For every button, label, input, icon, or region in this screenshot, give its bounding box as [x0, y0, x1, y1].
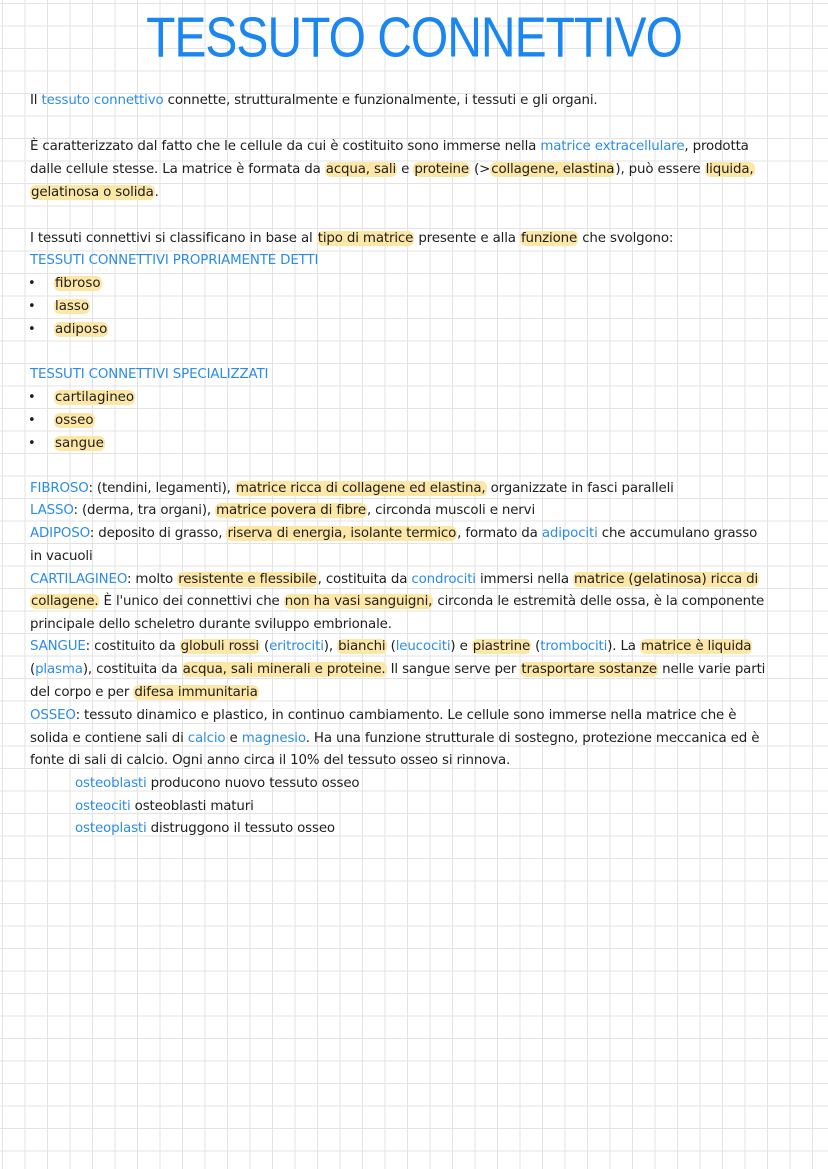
definition-lasso [30, 500, 535, 523]
highlight: matrice ricca di collagene ed elastina, [235, 481, 486, 496]
text: : molto [126, 572, 178, 587]
list-item [54, 319, 108, 342]
highlight: tipo di matrice [317, 231, 414, 246]
definition-adiposo-cont: in vacuoli [30, 549, 93, 564]
text: del corpo e per [30, 685, 134, 700]
text: ( [259, 639, 270, 654]
text: connette, strutturalmente e funzionalmente, i tessuti e gli organi. [163, 93, 598, 108]
definition-label: FIBROSO [30, 481, 89, 496]
highlight: difesa immunitaria [134, 685, 258, 700]
text: distruggono il tessuto osseo [146, 821, 335, 836]
text: : deposito di grasso, [89, 526, 227, 541]
key-term: leucociti [395, 639, 451, 654]
highlight: matrice è liquida [640, 639, 752, 654]
text: producono nuovo tessuto osseo [146, 776, 360, 791]
highlight: proteine [414, 162, 469, 177]
highlight: sangue [55, 436, 104, 451]
list-item [54, 273, 102, 296]
key-term: calcio [187, 731, 226, 746]
text: nelle varie parti [658, 662, 766, 677]
list-item [54, 387, 135, 410]
key-term: osteoplasti [75, 821, 147, 836]
cell-type-item [75, 773, 359, 796]
text: (> [469, 162, 491, 177]
definition-label: SANGUE [30, 639, 86, 654]
highlight: riserva di energia, isolante termico [227, 526, 457, 541]
highlight: cartilagineo [55, 390, 135, 405]
page-title: TESSUTO CONNETTIVO [146, 7, 682, 70]
highlight: acqua, sali minerali e proteine. [182, 662, 386, 677]
bullet-icon: • [28, 413, 36, 428]
definition-sangue-cont [30, 682, 259, 705]
definition-cartilagineo [30, 569, 759, 592]
intro-line-3 [30, 159, 755, 182]
definition-sangue [30, 636, 752, 659]
highlight: resistente e flessibile [178, 572, 317, 587]
text: e [225, 731, 242, 746]
text: che accumulano grasso [597, 526, 758, 541]
highlight: trasportare sostanze [521, 662, 657, 677]
list-item [54, 296, 90, 319]
intro-line-1 [30, 90, 598, 113]
definition-osseo-cont [30, 728, 759, 751]
text: È caratterizzato dal fatto che le cellule da cui è costituito sono immerse nella [30, 139, 541, 154]
definition-osseo-cont: fonte di sali di calcio. Ogni anno circa il 10% del tessuto osseo si rinnova. [30, 753, 511, 768]
key-term: osteociti [75, 799, 131, 814]
text: ), può essere [615, 162, 705, 177]
text: : costituito da [85, 639, 180, 654]
bullet-icon: • [28, 276, 36, 291]
text: Il [30, 93, 42, 108]
bullet-icon: • [28, 299, 36, 314]
highlight: gelatinosa o solida [31, 185, 154, 200]
highlight: adiposo [55, 322, 108, 337]
text: , circonda muscoli e nervi [366, 503, 536, 518]
highlight: liquida, [705, 162, 754, 177]
highlight: lasso [55, 299, 90, 314]
highlight: funzione [520, 231, 578, 246]
definition-label: OSSEO [30, 708, 76, 723]
text: dalle cellule stesse. La matrice è formata da [30, 162, 325, 177]
text: , formato da [457, 526, 542, 541]
key-term: condrociti [411, 572, 476, 587]
text: , costituita da [317, 572, 412, 587]
definition-label: LASSO [30, 503, 74, 518]
text: ) e [450, 639, 472, 654]
highlight: fibroso [55, 276, 101, 291]
highlight: osseo [55, 413, 94, 428]
highlight: collagene, elastina [491, 162, 615, 177]
intro-line-5 [30, 228, 673, 251]
text: ( [30, 662, 36, 677]
definition-sangue-cont [30, 659, 765, 682]
text: Il sangue serve per [386, 662, 521, 677]
text: che svolgono: [578, 231, 674, 246]
cell-type-item [75, 818, 335, 841]
text: I tessuti connettivi si classificano in base al [30, 231, 317, 246]
list-item [54, 433, 105, 456]
text: , prodotta [684, 139, 749, 154]
text: presente e alla [414, 231, 520, 246]
cell-type-item [75, 796, 254, 819]
text: ). La [607, 639, 640, 654]
text: solida e contiene sali di [30, 731, 188, 746]
key-term: adipociti [541, 526, 598, 541]
definition-label: ADIPOSO [30, 526, 90, 541]
highlight: acqua, sali [325, 162, 397, 177]
text: . [154, 185, 159, 200]
key-term: tessuto connettivo [41, 93, 164, 108]
definition-cartilagineo-cont [30, 591, 764, 614]
key-term: matrice extracellulare [540, 139, 685, 154]
highlight: piastrine [472, 639, 531, 654]
intro-line-4 [30, 182, 159, 205]
key-term: plasma [35, 662, 83, 677]
text: È l'unico dei connettivi che [99, 594, 284, 609]
group-heading: TESSUTI CONNETTIVI PROPRIAMENTE DETTI [30, 253, 319, 268]
key-term: trombociti [540, 639, 608, 654]
text: ( [386, 639, 396, 654]
highlight: non ha vasi sanguigni, [284, 594, 433, 609]
definition-label: CARTILAGINEO [30, 572, 127, 587]
text: circonda le estremità delle ossa, è la componente [433, 594, 765, 609]
key-term: magnesio [241, 731, 306, 746]
key-term: osteoblasti [75, 776, 147, 791]
text: . Ha una funzione strutturale di sostegno, protezione meccanica ed è [305, 731, 760, 746]
definition-adiposo [30, 523, 757, 546]
list-item [54, 410, 95, 433]
bullet-icon: • [28, 390, 36, 405]
highlight: matrice povera di fibre [216, 503, 366, 518]
definition-cartilagineo-cont: principale dello scheletro durante sviluppo embrionale. [30, 617, 392, 632]
text: organizzate in fasci paralleli [486, 481, 674, 496]
definition-osseo [30, 705, 736, 728]
text: osteoblasti maturi [130, 799, 254, 814]
highlight: collagene. [31, 594, 99, 609]
bullet-icon: • [28, 322, 36, 337]
group-heading: TESSUTI CONNETTIVI SPECIALIZZATI [30, 367, 269, 382]
text: : (tendini, legamenti), [88, 481, 235, 496]
key-term: eritrociti [269, 639, 324, 654]
highlight: matrice (gelatinosa) ricca di [574, 572, 759, 587]
text: : tessuto dinamico e plastico, in continuo cambiamento. Le cellule sono immerse nella matrice che è [75, 708, 737, 723]
intro-line-2 [30, 136, 749, 159]
text: : (derma, tra organi), [73, 503, 216, 518]
text: e [397, 162, 414, 177]
highlight: globuli rossi [180, 639, 259, 654]
text: ), [323, 639, 338, 654]
definition-fibroso [30, 478, 674, 501]
text: immersi nella [475, 572, 574, 587]
text: ( [531, 639, 541, 654]
highlight: bianchi [338, 639, 386, 654]
text: ), costituita da [82, 662, 182, 677]
bullet-icon: • [28, 436, 36, 451]
